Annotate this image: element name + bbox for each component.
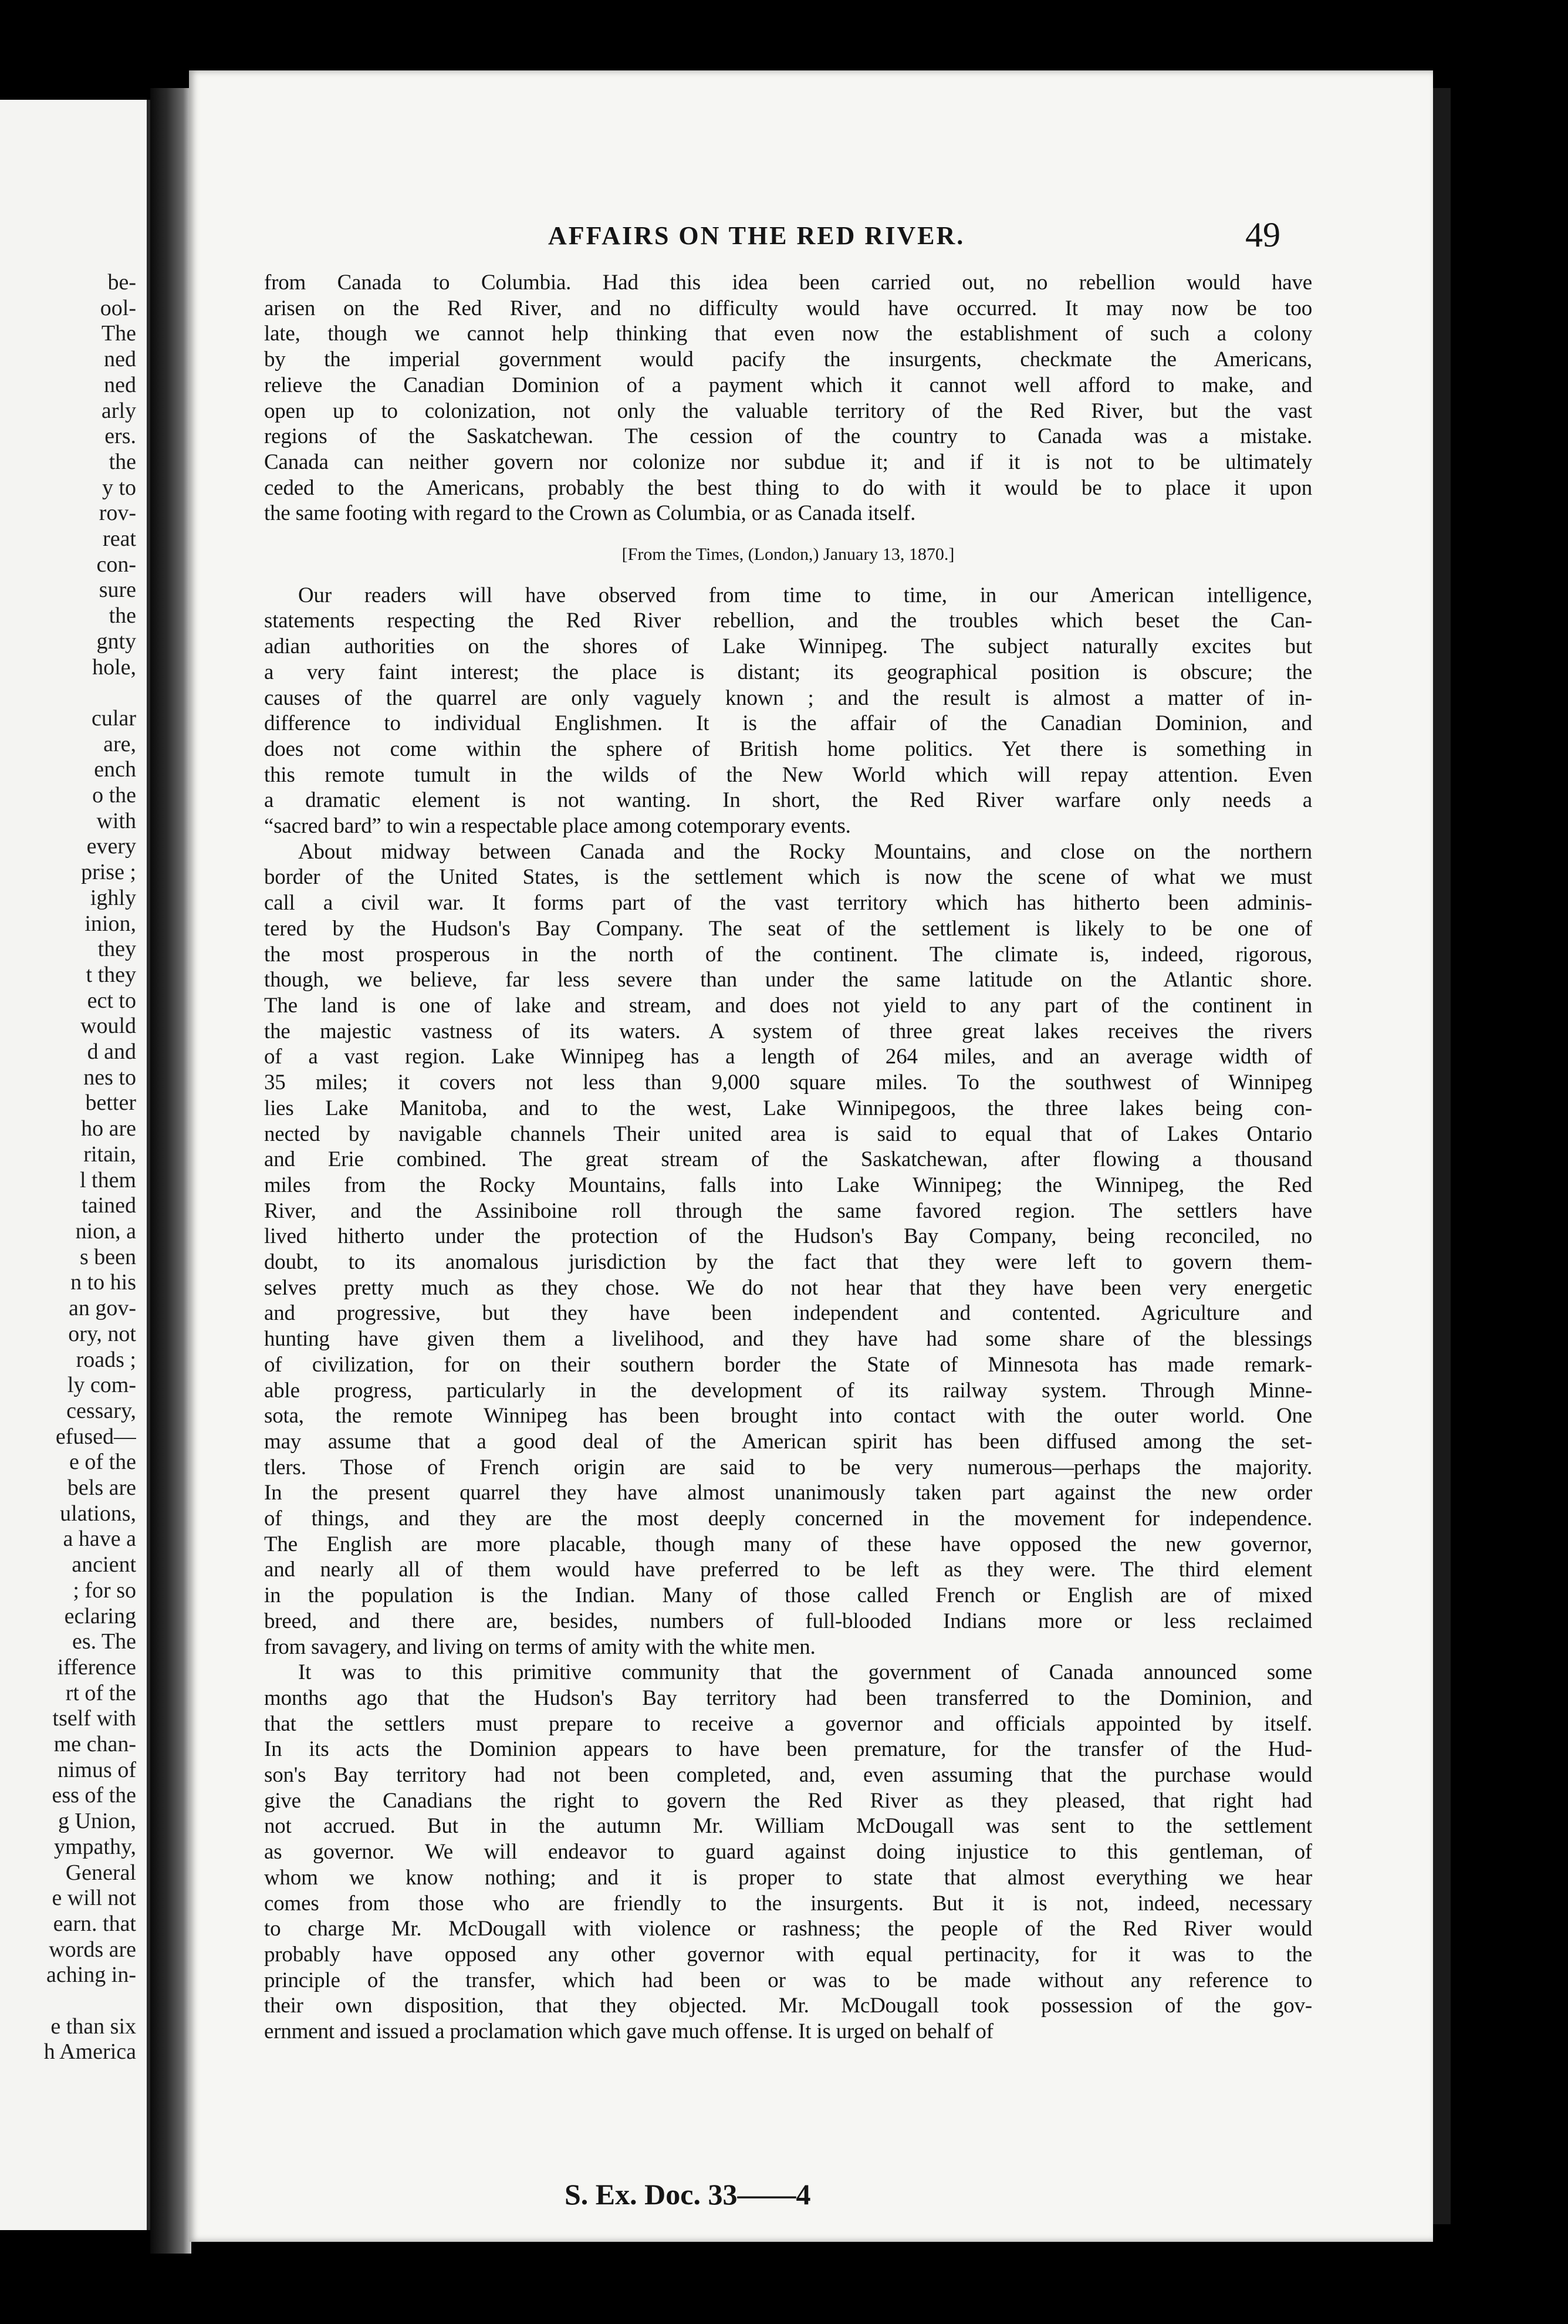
text-line: nected by navigable channels Their united area is said to equal that of Lakes Ontario [264,1122,1312,1146]
text-line: border of the United States, is the settlement which is now the scene of what we must [264,865,1312,890]
text-line: of a vast region. Lake Winnipeg has a length of 264 miles, and an average width of [264,1045,1312,1069]
book-gutter [150,88,191,2254]
text-line: sota, the remote Winnipeg has been brought into contact with the outer world. One [264,1404,1312,1428]
text-line: in the population is the Indian. Many of those called French or English are of mixed [264,1583,1312,1608]
left-page-line: n to his [70,1270,136,1295]
text-line: their own disposition, that they objected. Mr. McDougall took possession of the gov- [264,1994,1312,2018]
text-line: Canada can neither govern nor colonize nor subdue it; and if it is not to be ultimately [264,450,1312,474]
text-line: a very faint interest; the place is distant; its geographical position is obscure; the [264,660,1312,684]
left-page-line: rov- [99,501,136,526]
left-page-line: nes to [83,1065,136,1090]
text-line: statements respecting the Red River rebellion, and the troubles which beset the Can- [264,609,1312,633]
text-line: this remote tumult in the wilds of the New World which will repay attention. Even [264,762,1312,787]
left-page-line: h America [43,2039,136,2065]
left-page-line [0,680,136,706]
left-page-line: earn. that [53,1911,136,1936]
source-line: [From the Times, (London,) January 13, 1870.] [621,545,955,565]
left-page-line: better [85,1090,136,1116]
text-line: regions of the Saskatchewan. The cession of the country to Canada was a mistake. [264,424,1312,449]
text-line: probably have opposed any other governor with equal pertinacity, for it was to the [264,1943,1312,1967]
page-number: 49 [1245,215,1280,254]
left-page-line: d and [87,1039,136,1065]
left-page-line: ympathy, [53,1834,136,1859]
text-line: son's Bay territory had not been completed, and, even assuming that the purchase would [264,1763,1312,1788]
left-page-line: prise ; [81,860,136,885]
left-page-line: words are [49,1937,136,1962]
left-page-line: nion, a [75,1219,136,1244]
text-line: lived hitherto under the protection of the Hudson's Bay Company, being reconciled, no [264,1224,1312,1249]
text-line: arisen on the Red River, and no difficulty would have occurred. It may now be too [264,296,1312,320]
left-page-line: with [96,808,136,833]
left-page-line [0,1988,136,2014]
text-line: open up to colonization, not only the valuable territory of the Red River, but the vast [264,398,1312,423]
text-line: from savagery, and living on terms of amity with the white men. [264,1634,816,1659]
left-page-line: tained [82,1193,136,1218]
text-line: The land is one of lake and stream, and does not yield to any part of the continent in [264,993,1312,1018]
left-page-line: ned [104,347,136,372]
text-line: In the present quarrel they have almost unanimously taken part against the new order [264,1481,1312,1505]
text-line: by the imperial government would pacify the insurgents, checkmate the Americans, [264,347,1312,372]
left-page-line: ritain, [83,1141,136,1167]
text-line: able progress, particularly in the development of its railway system. Through Minne- [264,1378,1312,1403]
left-page-line: cular [92,705,136,731]
left-page-line: s been [79,1244,136,1269]
text-line: selves pretty much as they chose. We do not hear that they have been very energetic [264,1275,1312,1300]
left-page-line: ho are [81,1116,136,1141]
text-line: tlers. Those of French origin are said to be very numerous—perhaps the majority. [264,1455,1312,1479]
text-line: tered by the Hudson's Bay Company. The seat of the settlement is likely to be one of [264,916,1312,941]
left-page-line: t they [86,962,136,987]
left-page-line: e will not [52,1886,136,1911]
text-line: hunting have given them a livelihood, and they have had some share of the blessings [264,1327,1312,1352]
left-page-line: bels are [67,1475,136,1501]
left-page-line: be- [107,270,136,295]
left-page-line: the [109,449,136,474]
text-line: as governor. We will endeavor to guard against doing injustice to this gentleman, of [264,1840,1312,1864]
left-page-line: ers. [104,424,136,449]
text-line: to charge Mr. McDougall with violence or rashness; the people of the Red River would [264,1917,1312,1941]
document-page [189,70,1433,2242]
running-title: AFFAIRS ON THE RED RIVER. [548,221,965,250]
text-line: principle of the transfer, which had been or was to be made without any reference to [264,1968,1312,1992]
text-line: breed, and there are, besides, numbers of full-blooded Indians more or less reclaimed [264,1609,1312,1633]
left-page-line: efused— [55,1424,136,1449]
left-page-fragment [0,100,150,2230]
paragraph-1 [264,270,1312,526]
left-page-line: ory, not [68,1321,136,1346]
left-page-line: rt of the [65,1680,136,1705]
text-line: ceded to the Americans, probably the best thing to do with it would be to place it upon [264,475,1312,500]
text-line: of civilization, for on their southern border the State of Minnesota has made remark- [264,1352,1312,1377]
text-line: that the settlers must prepare to receive a governor and officials appointed by itself. [264,1711,1312,1736]
text-line: a dramatic element is not wanting. In short, the Red River warfare only needs a [264,788,1312,813]
left-page-line: General [65,1860,136,1885]
paragraph-2 [264,583,1312,839]
left-page-line: ned [104,372,136,397]
left-page-line: reat [103,526,136,552]
text-line: difference to individual Englishmen. It is the affair of the Canadian Dominion, and [264,711,1312,736]
left-page-line: gnty [96,629,136,654]
left-page-line: hole, [92,654,136,680]
left-page-line: cessary, [66,1398,136,1423]
left-page-line: The [101,321,136,346]
text-line: “sacred bard” to win a respectable place among cotemporary events. [264,814,851,839]
left-page-line: ancient [72,1552,136,1578]
left-page-line: es. The [72,1629,136,1654]
page-edge-shadow [1433,88,1451,2224]
left-page-line: ess of the [52,1783,136,1808]
text-line: miles from the Rocky Mountains, falls into Lake Winnipeg; the Winnipeg, the Red [264,1173,1312,1197]
text-line: Our readers will have observed from time to time, in our American intelligence, [298,583,1312,607]
paragraph-3 [264,839,1312,1660]
text-line: from Canada to Columbia. Had this idea been carried out, no rebellion would have [264,271,1312,295]
text-line: comes from those who are friendly to the insurgents. But it is not, indeed, necessary [264,1891,1312,1916]
left-page-line: tself with [52,1706,136,1731]
left-page-line: e of the [69,1450,136,1475]
left-page-line: ighly [90,885,136,910]
text-line: the most prosperous in the north of the continent. The climate is, indeed, rigorous, [264,942,1312,967]
text-line: River, and the Assiniboine roll through the same favored region. The settlers have [264,1198,1312,1223]
left-page-line: they [97,937,136,962]
text-line: the majestic vastness of its waters. A system of three great lakes receives the rivers [264,1019,1312,1043]
text-line: the same footing with regard to the Crown as Columbia, or as Canada itself. [264,501,916,526]
left-page-line: ly com- [67,1373,136,1398]
left-page-text [0,270,136,2065]
text-line: 35 miles; it covers not less than 9,000 square miles. To the southwest of Winnipeg [264,1070,1312,1095]
text-line: It was to this primitive community that the government of Canada announced some [298,1660,1312,1685]
left-page-line: a have a [63,1526,136,1552]
text-line: whom we know nothing; and it is proper to state that almost everything we hear [264,1865,1312,1890]
text-line: does not come within the sphere of British home politics. Yet there is something in [264,737,1312,761]
left-page-line: ulations, [60,1501,136,1526]
left-page-line: roads ; [76,1347,136,1372]
left-page-line: eclaring [64,1603,136,1629]
text-line: may assume that a good deal of the American spirit has been diffused among the set- [264,1429,1312,1454]
document-signature: S. Ex. Doc. 33——4 [565,2178,811,2211]
text-line: call a civil war. It forms part of the vast territory which has hitherto been adminis- [264,891,1312,916]
text-line: though, we believe, far less severe than under the same latitude on the Atlantic shore. [264,968,1312,992]
text-line: causes of the quarrel are only vaguely known ; and the result is almost a matter of in- [264,685,1312,710]
text-line: late, though we cannot help thinking that even now the establishment of such a colony [264,322,1312,346]
text-line: and nearly all of them would have preferred to be left as they were. The third element [264,1558,1312,1582]
left-page-line: sure [99,577,136,603]
text-line: lies Lake Manitoba, and to the west, Lake Winnipegoos, the three lakes being con- [264,1096,1312,1120]
left-page-line: every [86,834,136,859]
left-page-line: the [109,603,136,629]
left-page-line: l them [79,1167,136,1193]
left-page-line: g Union, [58,1809,136,1834]
left-page-line: are, [103,731,136,756]
left-page-line: e than six [50,2014,136,2039]
body-text [264,270,1312,2045]
paragraph-4 [264,1660,1312,2045]
left-page-line: ench [94,757,136,782]
text-line: and progressive, but they have been independent and contented. Agriculture and [264,1301,1312,1326]
left-page-line: o the [92,783,136,808]
text-line: ernment and issued a proclamation which gave much offense. It is urged on behalf of [264,2019,993,2044]
left-page-line: ool- [100,295,136,320]
left-page-line: con- [96,552,136,577]
text-line: In its acts the Dominion appears to have been premature, for the transfer of the Hud- [264,1737,1312,1762]
text-line: relieve the Canadian Dominion of a payment which it cannot well afford to make, and [264,373,1312,397]
left-page-line: an gov- [68,1296,136,1321]
text-line: The English are more placable, though many of these have opposed the new governor, [264,1532,1312,1556]
text-line: doubt, to its anomalous jurisdiction by the fact that they were left to govern them- [264,1250,1312,1275]
text-line: and Erie combined. The great stream of the Saskatchewan, after flowing a thousand [264,1147,1312,1172]
left-page-line: y to [102,475,136,500]
left-page-line: ect to [87,988,136,1013]
text-line: not accrued. But in the autumn Mr. William McDougall was sent to the settlement [264,1814,1312,1839]
left-page-line: would [80,1014,136,1039]
left-page-line: me chan- [53,1732,136,1757]
left-page-line: ; for so [73,1578,136,1603]
left-page-line: aching in- [46,1962,136,1988]
text-line: give the Canadians the right to govern the Red River as they pleased, that right had [264,1788,1312,1813]
left-page-line: inion, [85,911,136,936]
left-page-line: arly [101,398,136,423]
running-head [189,215,1433,262]
left-page-line: nimus of [57,1757,136,1782]
left-page-line: ifference [57,1654,136,1680]
text-line: months ago that the Hudson's Bay territory had been transferred to the Dominion, and [264,1685,1312,1710]
text-line: About midway between Canada and the Rocky Mountains, and close on the northern [298,839,1312,864]
text-line: of things, and they are the most deeply concerned in the movement for independence. [264,1506,1312,1531]
text-line: adian authorities on the shores of Lake Winnipeg. The subject naturally excites but [264,634,1312,659]
